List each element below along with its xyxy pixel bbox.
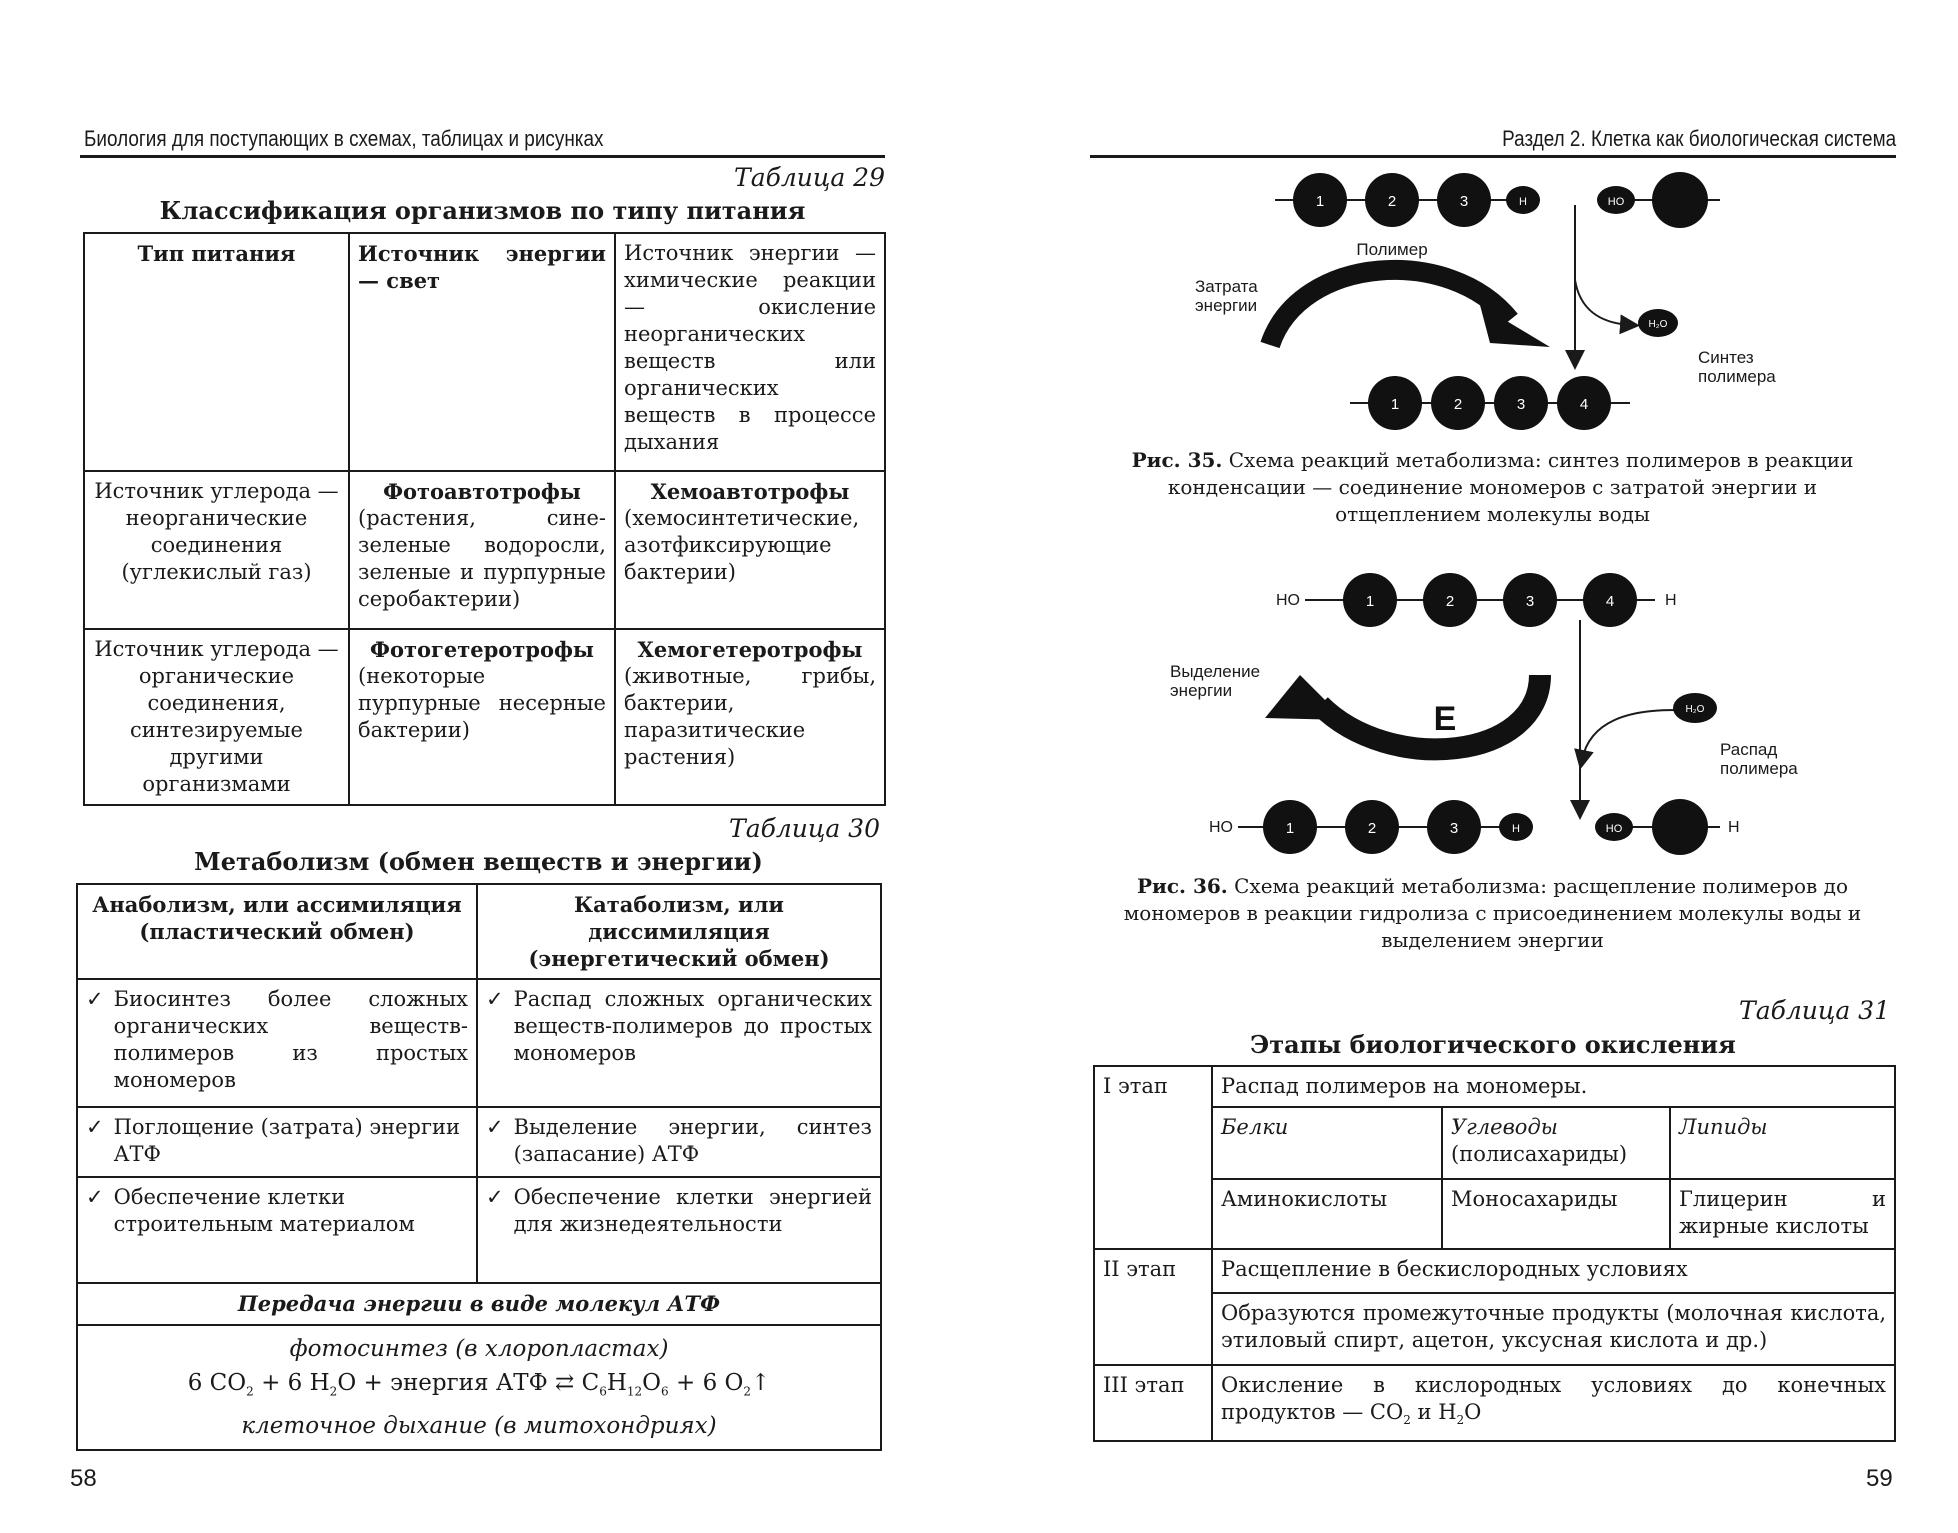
check-icon: ✓ bbox=[486, 1115, 504, 1139]
energy-release-curved-arrow bbox=[1320, 675, 1540, 749]
figure36-diagram bbox=[1150, 560, 1870, 860]
monomer-ball bbox=[1652, 172, 1708, 228]
hydrogen-ball bbox=[1499, 813, 1533, 841]
monomer-ball bbox=[1437, 173, 1491, 227]
up-arrow-icon: ↑ bbox=[751, 1370, 771, 1396]
energy-release-label: Выделение энергии bbox=[1170, 662, 1261, 700]
stage2-name: II этап bbox=[1094, 1249, 1212, 1365]
stage2-detail: Образуются промежуточные продукты (молочная кислота, этиловый спирт, ацетон, уксусная кислота и др.) bbox=[1212, 1293, 1895, 1365]
table31-label: Таблица 31 bbox=[1739, 996, 1890, 1025]
table30-header-catabolism: Катаболизм, или диссимиляция (энергетический обмен) bbox=[477, 884, 881, 979]
hydroxyl-ball bbox=[1595, 813, 1633, 841]
equation-cell bbox=[77, 1325, 881, 1450]
ho-group-label: HO bbox=[1209, 819, 1233, 836]
svg-text:4: 4 bbox=[1579, 396, 1589, 413]
atp-transfer-row: Передача энергии в виде молекул АТФ bbox=[77, 1283, 881, 1325]
svg-text:2: 2 bbox=[1445, 593, 1455, 610]
table29 bbox=[83, 232, 886, 806]
svg-text:H: H bbox=[1512, 823, 1520, 835]
photoautotrophs-title: Фотоавтотрофы bbox=[383, 479, 581, 504]
water-molecule bbox=[1673, 693, 1717, 723]
figure35-caption: Рис. 35. Схема реакций метаболизма: синтез полимеров в реакции конденсации — соединение мономеров с затратой энергии и отщеплением молекулы воды bbox=[1131, 448, 1854, 526]
table30-row3-catabolism: ✓ Обеспечение клетки энергией для жизнедеятельности bbox=[477, 1177, 881, 1283]
running-header-left: Биология для поступающих в схемах, таблицах и рисунках bbox=[84, 126, 604, 151]
svg-text:3: 3 bbox=[1525, 593, 1535, 610]
svg-text:HO: HO bbox=[1605, 823, 1623, 835]
check-icon: ✓ bbox=[486, 1185, 504, 1209]
monomer-ball bbox=[1494, 376, 1548, 430]
svg-text:2: 2 bbox=[1387, 193, 1397, 210]
chemoautotrophs-title: Хемоавтотрофы bbox=[650, 479, 850, 504]
svg-text:1: 1 bbox=[1315, 193, 1325, 210]
table30-row1-catabolism: ✓ Распад сложных органических веществ-полимеров до простых мономеров bbox=[477, 979, 881, 1107]
table30-row1-anabolism: ✓ Биосинтез более сложных органических веществ-полимеров из простых мономеров bbox=[77, 979, 477, 1107]
check-icon: ✓ bbox=[86, 987, 104, 1011]
table30-row2-anabolism: ✓ Поглощение (затрата) энергии АТФ bbox=[77, 1107, 477, 1177]
monomer-ball bbox=[1343, 573, 1397, 627]
breakdown-label: Распад полимера bbox=[1720, 740, 1798, 778]
table29-title: Классификация организмов по типу питания bbox=[159, 196, 806, 225]
photosynthesis-label: фотосинтез (в хлоропластах) bbox=[289, 1336, 669, 1362]
stage2-text: Расщепление в бескислородных условиях bbox=[1212, 1249, 1895, 1293]
polymer-carbohydrates: Углеводы (полисахариды) bbox=[1442, 1107, 1670, 1179]
table29-row1-chem bbox=[615, 471, 885, 629]
energy-letter: E bbox=[1433, 700, 1457, 738]
synthesis-label: Синтез полимера bbox=[1698, 348, 1776, 386]
polymer-proteins: Белки bbox=[1212, 1107, 1442, 1179]
table31-title: Этапы биологического окисления bbox=[1250, 1030, 1736, 1059]
svg-text:HO: HO bbox=[1607, 196, 1625, 208]
table29-header-light: Источник энергии — свет bbox=[349, 233, 615, 471]
svg-text:1: 1 bbox=[1285, 820, 1295, 837]
header-rule-left bbox=[80, 155, 885, 158]
svg-text:1: 1 bbox=[1390, 396, 1400, 413]
table30-row3-anabolism: ✓ Обеспечение клетки строительным материалом bbox=[77, 1177, 477, 1283]
h-group-label: H bbox=[1665, 592, 1677, 609]
svg-text:3: 3 bbox=[1449, 820, 1459, 837]
monomer-ball bbox=[1293, 173, 1347, 227]
monomer-ball bbox=[1365, 173, 1419, 227]
page-number-left: 58 bbox=[70, 1465, 97, 1492]
energy-curved-arrow bbox=[1270, 270, 1510, 345]
table30-title: Метаболизм (обмен веществ и энергии) bbox=[194, 847, 763, 876]
svg-text:H₂O: H₂O bbox=[1685, 704, 1705, 715]
table29-label: Таблица 29 bbox=[734, 163, 885, 192]
stage1-name: I этап bbox=[1094, 1066, 1212, 1249]
chemoheterotrophs-text: (животные, грибы, бактерии, паразитические растения) bbox=[624, 664, 876, 769]
monomer-ball bbox=[1431, 376, 1485, 430]
table30-header-anabolism: Анаболизм, или ассимиляция (пластический обмен) bbox=[77, 884, 477, 979]
respiration-label: клеточное дыхание (в митохондриях) bbox=[241, 1412, 717, 1439]
hydrogen-ball bbox=[1506, 186, 1540, 214]
photoautotrophs-text: (растения, сине-зеленые водоросли, зеленые и пурпурные серобактерии) bbox=[358, 506, 606, 611]
stage1-text: Распад полимеров на мономеры. bbox=[1212, 1066, 1895, 1107]
monomer-ball bbox=[1557, 376, 1611, 430]
table31 bbox=[1093, 1065, 1896, 1442]
monomer-ball bbox=[1368, 376, 1422, 430]
svg-text:4: 4 bbox=[1605, 593, 1615, 610]
table29-row1-light bbox=[349, 471, 615, 629]
svg-text:1: 1 bbox=[1365, 593, 1375, 610]
table29-header-type: Тип питания bbox=[84, 233, 349, 471]
check-icon: ✓ bbox=[86, 1185, 104, 1209]
water-join-arrow bbox=[1582, 710, 1675, 760]
table29-row1-source: Источник углерода — неорганические соединения (углекислый газ) bbox=[84, 471, 349, 629]
photosynthesis-equation: 6 $CO_2 + 6$ $H_2O$ + энергия АТФ ⇄ $C_6H_{12}O_6 + 6$ $O_2↑$ bbox=[187, 1370, 771, 1399]
table29-row2-chem bbox=[615, 629, 885, 805]
monomer-ball bbox=[1423, 573, 1477, 627]
monomer-ball bbox=[1583, 573, 1637, 627]
running-header-right: Раздел 2. Клетка как биологическая система bbox=[1502, 126, 1896, 151]
svg-text:3: 3 bbox=[1459, 193, 1469, 210]
check-icon: ✓ bbox=[86, 1115, 104, 1139]
water-molecule bbox=[1638, 309, 1678, 337]
monomer-ball bbox=[1345, 800, 1399, 854]
hydroxyl-ball bbox=[1597, 186, 1635, 214]
photoheterotrophs-title: Фотогетеротрофы bbox=[370, 637, 594, 662]
ho-group-label: HO bbox=[1276, 592, 1300, 609]
table30-label: Таблица 30 bbox=[729, 814, 880, 843]
equilibrium-arrows-icon: ⇄ bbox=[554, 1370, 575, 1396]
svg-text:2: 2 bbox=[1453, 396, 1463, 413]
table30 bbox=[76, 883, 882, 1451]
monomer-ball bbox=[1263, 800, 1317, 854]
check-icon: ✓ bbox=[486, 987, 504, 1011]
stage3-name: III этап bbox=[1094, 1365, 1212, 1441]
chemoheterotrophs-title: Хемогетеротрофы bbox=[637, 637, 863, 662]
chemoautotrophs-text: (хемосинтетические, азотфиксирующие бактерии) bbox=[624, 506, 860, 584]
table29-row2-light bbox=[349, 629, 615, 805]
stage3-text: Окисление в кислородных условиях до конечных продуктов — $CO_2$ и $H_2O$ bbox=[1212, 1365, 1895, 1441]
polymer-lipids: Липиды bbox=[1670, 1107, 1895, 1179]
table29-row2-source: Источник углерода — органические соединения, синтезируемые другими организмами bbox=[84, 629, 349, 805]
figure36-caption: Рис. 36. Схема реакций метаболизма: расщепление полимеров до мономеров в реакции гидролиза с присоединением молекулы воды и выделением энергии bbox=[1123, 874, 1862, 952]
page-number-right: 59 bbox=[1866, 1465, 1893, 1492]
h-group-label: H bbox=[1728, 819, 1740, 836]
monomer-glycerol: Глицерин и жирные кислоты bbox=[1670, 1179, 1895, 1249]
monomer-ball bbox=[1503, 573, 1557, 627]
header-rule-right bbox=[1090, 155, 1896, 158]
monomer-ball bbox=[1652, 799, 1708, 855]
monomer-amino-acids: Аминокислоты bbox=[1212, 1179, 1442, 1249]
energy-cost-label: Затрата энергии bbox=[1195, 277, 1258, 315]
svg-text:H: H bbox=[1519, 196, 1527, 208]
water-release-arrow bbox=[1575, 280, 1630, 325]
table29-header-chemical: Источник энергии — химические реакции — окисление неорганических веществ или органических веществ в процессе дыхания bbox=[615, 233, 885, 471]
table30-row2-catabolism: ✓ Выделение энергии, синтез (запасание) АТФ bbox=[477, 1107, 881, 1177]
svg-text:3: 3 bbox=[1516, 396, 1526, 413]
photoheterotrophs-text: (некоторые пурпурные несерные бактерии) bbox=[358, 664, 606, 742]
polymer-label: Полимер bbox=[1356, 240, 1428, 259]
monomer-monosaccharides: Моносахариды bbox=[1442, 1179, 1670, 1249]
svg-text:2: 2 bbox=[1367, 820, 1377, 837]
monomer-ball bbox=[1427, 800, 1481, 854]
svg-text:H₂O: H₂O bbox=[1648, 319, 1668, 330]
